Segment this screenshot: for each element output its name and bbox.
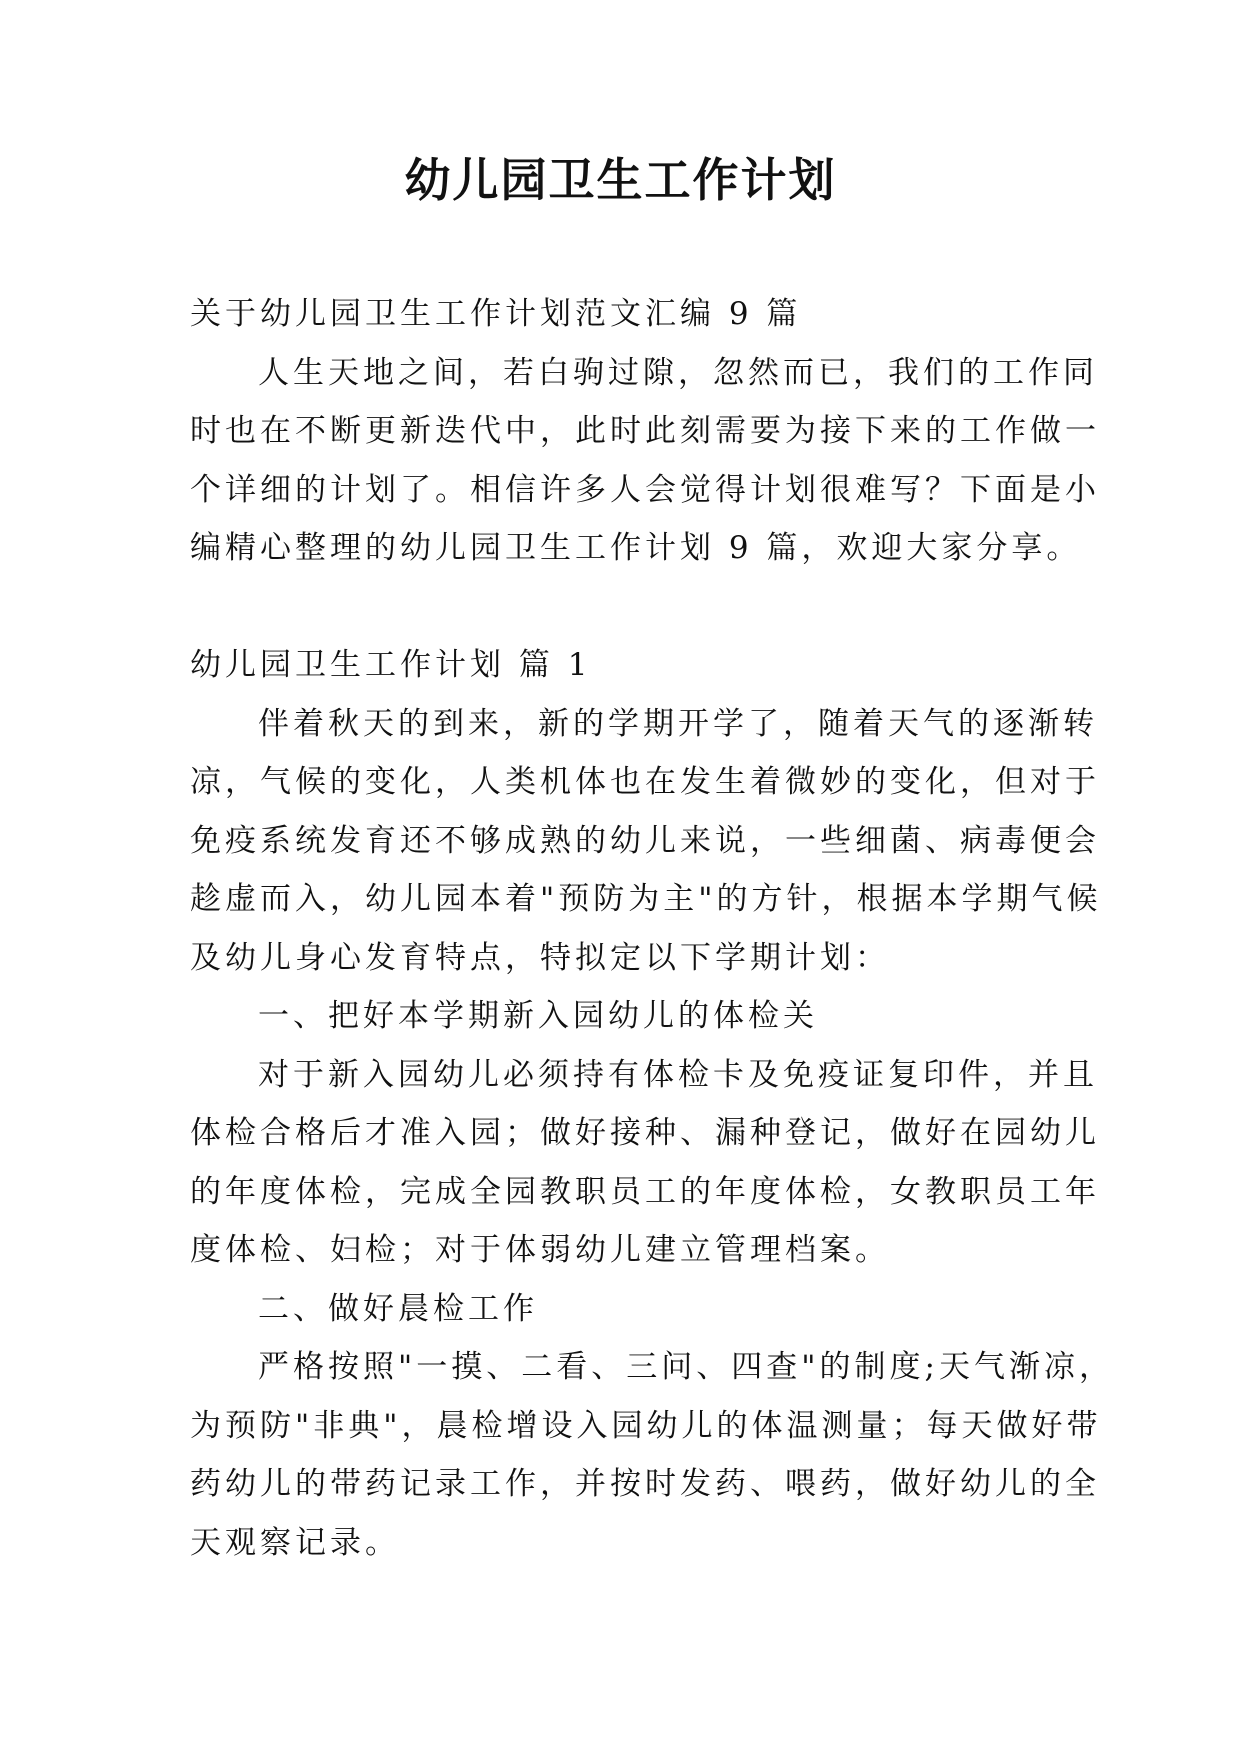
- text-line: 人生天地之间，若白驹过隙，忽然而已，我们的工作同: [258, 354, 1098, 391]
- document-title: 幼儿园卫生工作计划: [404, 153, 837, 207]
- text-line: 二、做好晨检工作: [258, 1290, 538, 1327]
- text-line: 及幼儿身心发育特点，特拟定以下学期计划：: [190, 939, 890, 976]
- text-line: 度体检、妇检；对于体弱幼儿建立管理档案。: [190, 1232, 890, 1268]
- text-line: 编精心整理的幼儿园卫生工作计划 9 篇，欢迎大家分享。: [190, 530, 1082, 566]
- text-line: 的年度体检，完成全园教职员工的年度体检，女教职员工年: [190, 1173, 1100, 1210]
- text-line: 严格按照"一摸、二看、三问、四查"的制度;天气渐凉，: [258, 1349, 1114, 1385]
- text-line: 一、把好本学期新入园幼儿的体检关: [258, 998, 818, 1034]
- text-line: 对于新入园幼儿必须持有体检卡及免疫证复印件，并且: [258, 1056, 1098, 1093]
- text-line: 天观察记录。: [190, 1524, 400, 1561]
- text-line: 时也在不断更新迭代中，此时此刻需要为接下来的工作做一: [190, 413, 1100, 449]
- document-body: [190, 285, 1114, 1572]
- text-line: 药幼儿的带药记录工作，并按时发药、喂药，做好幼儿的全: [190, 1466, 1100, 1502]
- text-line: 趁虚而入，幼儿园本着"预防为主"的方针，根据本学期气候: [190, 881, 1102, 917]
- blank-line: [190, 578, 1060, 637]
- text-line: 为预防"非典"，晨检增设入园幼儿的体温测量；每天做好带: [190, 1407, 1102, 1444]
- text-line: 幼儿园卫生工作计划 篇 1: [190, 647, 592, 683]
- text-line: 关于幼儿园卫生工作计划范文汇编 9 篇: [190, 296, 802, 332]
- text-line: 伴着秋天的到来，新的学期开学了，随着天气的逐渐转: [258, 705, 1098, 742]
- text-line: 体检合格后才准入园；做好接种、漏种登记，做好在园幼儿: [190, 1115, 1100, 1151]
- text-line: 免疫系统发育还不够成熟的幼儿来说，一些细菌、病毒便会: [190, 822, 1100, 859]
- text-line: 个详细的计划了。相信许多人会觉得计划很难写？下面是小: [190, 471, 1100, 508]
- text-line: 凉，气候的变化，人类机体也在发生着微妙的变化，但对于: [190, 764, 1100, 800]
